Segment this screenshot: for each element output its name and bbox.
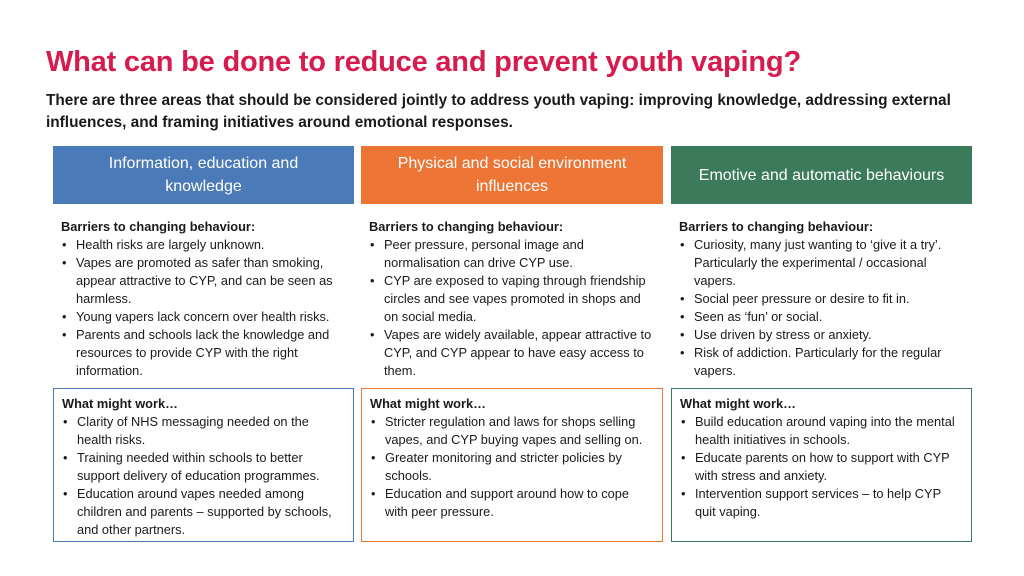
- list-item: • Use driven by stress or anxiety.: [679, 326, 966, 344]
- column-emotive: [671, 146, 972, 519]
- list-item: • Stricter regulation and laws for shops selling vapes, and CYP buying vapes and selling on.: [370, 413, 654, 449]
- list-item: • Educate parents on how to support with CYP with stress and anxiety.: [680, 449, 963, 485]
- list-item: • Clarity of NHS messaging needed on the health risks.: [62, 413, 345, 449]
- list-item: • Greater monitoring and stricter policies by schools.: [370, 449, 654, 485]
- barriers-list: [679, 236, 966, 380]
- what-might-work-box: [671, 388, 972, 542]
- column-information: [53, 146, 354, 537]
- barriers-list: [369, 236, 657, 380]
- works-list: [680, 413, 963, 521]
- list-item: • Vapes are widely available, appear attractive to CYP, and CYP appear to have easy access to them.: [369, 326, 657, 380]
- barriers-section: [361, 218, 663, 380]
- column-environment: [361, 146, 663, 519]
- page-title: What can be done to reduce and prevent youth vaping?: [46, 46, 801, 78]
- column-heading: Physical and social environment influences: [361, 146, 663, 204]
- barriers-label: Barriers to changing behaviour:: [61, 219, 256, 234]
- list-item: • Seen as ‘fun’ or social.: [679, 308, 966, 326]
- column-heading: Information, education and knowledge: [53, 146, 354, 204]
- works-list: [370, 413, 654, 521]
- barriers-section: [53, 218, 354, 380]
- barriers-label: Barriers to changing behaviour:: [679, 219, 874, 234]
- list-item: • CYP are exposed to vaping through friendship circles and see vapes promoted in shops and on social media.: [369, 272, 657, 326]
- barriers-section: [671, 218, 972, 380]
- list-item: • Training needed within schools to better support delivery of education programmes.: [62, 449, 345, 485]
- what-might-work-box: [361, 388, 663, 542]
- list-item: • Intervention support services – to help CYP quit vaping.: [680, 485, 963, 521]
- page-subtitle: There are three areas that should be considered jointly to address youth vaping: improving knowledge, addressing external influences, and framing initiatives around emotional responses.: [46, 92, 951, 131]
- list-item: • Build education around vaping into the mental health initiatives in schools.: [680, 413, 963, 449]
- list-item: • Young vapers lack concern over health risks.: [61, 308, 348, 326]
- column-heading: Emotive and automatic behaviours: [671, 146, 972, 204]
- list-item: • Education around vapes needed among children and parents – supported by schools, and other partners.: [62, 485, 345, 539]
- list-item: • Vapes are promoted as safer than smoking, appear attractive to CYP, and can be seen as harmless.: [61, 254, 348, 308]
- works-list: [62, 413, 345, 539]
- works-label: What might work…: [680, 396, 796, 411]
- barriers-label: Barriers to changing behaviour:: [369, 219, 564, 234]
- list-item: • Curiosity, many just wanting to ‘give it a try’. Particularly the experimental / occasional vapers.: [679, 236, 966, 290]
- list-item: • Risk of addiction. Particularly for the regular vapers.: [679, 344, 966, 380]
- barriers-list: [61, 236, 348, 380]
- list-item: • Health risks are largely unknown.: [61, 236, 348, 254]
- list-item: • Education and support around how to cope with peer pressure.: [370, 485, 654, 521]
- list-item: • Social peer pressure or desire to fit in.: [679, 290, 966, 308]
- works-label: What might work…: [62, 396, 178, 411]
- list-item: • Parents and schools lack the knowledge and resources to provide CYP with the right information.: [61, 326, 348, 380]
- works-label: What might work…: [370, 396, 486, 411]
- what-might-work-box: [53, 388, 354, 542]
- list-item: • Peer pressure, personal image and normalisation can drive CYP use.: [369, 236, 657, 272]
